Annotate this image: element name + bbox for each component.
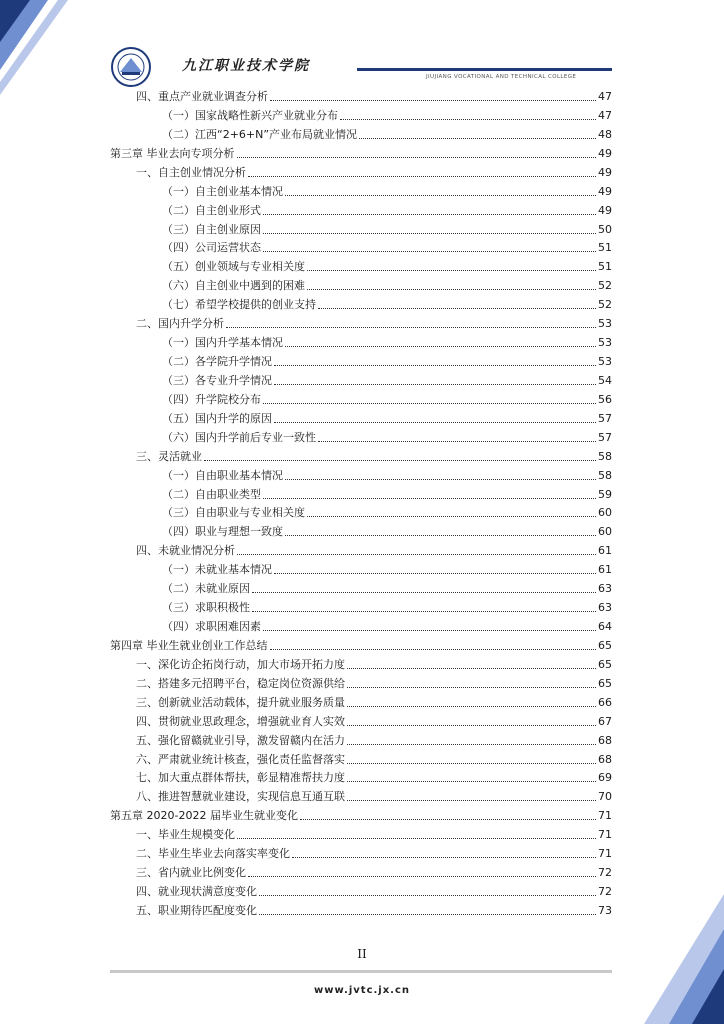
toc-entry-title: （二）自由职业类型: [162, 488, 261, 501]
toc-entry-title: （一）国内升学基本情况: [162, 336, 283, 349]
toc-leader-dots: [252, 611, 596, 612]
toc-leader-dots: [359, 138, 596, 139]
toc-entry[interactable]: [136, 827, 612, 843]
toc-entry[interactable]: [162, 203, 612, 219]
toc-leader-dots: [340, 119, 596, 120]
toc-entry-page: 48: [598, 128, 612, 141]
toc-leader-dots: [347, 687, 596, 688]
toc-leader-dots: [274, 365, 596, 366]
toc-entry[interactable]: [136, 165, 612, 181]
toc-entry[interactable]: [162, 581, 612, 597]
toc-entry-page: 60: [598, 506, 612, 519]
toc-leader-dots: [226, 327, 596, 328]
toc-entry[interactable]: [136, 846, 612, 862]
toc-entry[interactable]: [162, 468, 612, 484]
toc-leader-dots: [248, 876, 596, 877]
toc-entry[interactable]: [136, 695, 612, 711]
toc-entry-page: 58: [598, 450, 612, 463]
toc-leader-dots: [274, 422, 596, 423]
toc-entry[interactable]: [162, 240, 612, 256]
toc-leader-dots: [252, 592, 596, 593]
toc-entry-title: （二）未就业原因: [162, 582, 250, 595]
toc-entry[interactable]: [136, 733, 612, 749]
toc-leader-dots: [204, 460, 596, 461]
toc-leader-dots: [347, 763, 596, 764]
toc-entry-title: 六、严肃就业统计核查，强化责任监督落实: [136, 753, 345, 766]
toc-entry-page: 61: [598, 544, 612, 557]
toc-entry-title: 一、深化访企拓岗行动，加大市场开拓力度: [136, 658, 345, 671]
toc-entry-title: 四、就业现状满意度变化: [136, 885, 257, 898]
toc-leader-dots: [318, 308, 596, 309]
toc-entry-page: 49: [598, 147, 612, 160]
toc-entry-page: 71: [598, 847, 612, 860]
toc-leader-dots: [237, 157, 597, 158]
toc-entry-page: 65: [598, 677, 612, 690]
toc-entry-page: 69: [598, 771, 612, 784]
toc-entry[interactable]: [136, 770, 612, 786]
toc-entry-page: 72: [598, 866, 612, 879]
toc-entry-title: 第五章 2020-2022 届毕业生就业变化: [110, 809, 298, 822]
college-seal-logo: [110, 46, 152, 88]
toc-entry-page: 61: [598, 563, 612, 576]
toc-entry-page: 51: [598, 260, 612, 273]
toc-leader-dots: [237, 554, 596, 555]
toc-entry-title: （二）各学院升学情况: [162, 355, 272, 368]
toc-leader-dots: [274, 573, 596, 574]
school-name: 九江职业技术学院: [182, 58, 310, 74]
toc-entry[interactable]: [136, 449, 612, 465]
toc-entry[interactable]: [162, 127, 612, 143]
toc-entry[interactable]: [162, 392, 612, 408]
toc-leader-dots: [307, 516, 596, 517]
toc-entry-page: 65: [598, 658, 612, 671]
toc-entry-title: （三）自主创业原因: [162, 223, 261, 236]
toc-entry-title: （四）求职困难因素: [162, 620, 261, 633]
toc-entry[interactable]: [162, 297, 612, 313]
toc-leader-dots: [347, 744, 596, 745]
toc-entry[interactable]: [136, 89, 612, 105]
toc-leader-dots: [347, 668, 596, 669]
toc-leader-dots: [285, 535, 596, 536]
toc-entry-page: 52: [598, 279, 612, 292]
toc-entry-page: 49: [598, 166, 612, 179]
toc-entry-title: （三）各专业升学情况: [162, 374, 272, 387]
toc-entry-page: 51: [598, 241, 612, 254]
toc-leader-dots: [270, 649, 597, 650]
toc-entry[interactable]: [136, 714, 612, 730]
toc-entry[interactable]: [162, 524, 612, 540]
toc-entry-page: 68: [598, 734, 612, 747]
toc-leader-dots: [263, 498, 596, 499]
toc-entry-title: 二、毕业生毕业去向落实率变化: [136, 847, 290, 860]
toc-leader-dots: [259, 914, 596, 915]
toc-entry[interactable]: [162, 430, 612, 446]
top-left-decoration: [0, 0, 110, 110]
toc-entry-page: 52: [598, 298, 612, 311]
toc-entry-page: 66: [598, 696, 612, 709]
toc-entry[interactable]: [162, 222, 612, 238]
toc-entry-page: 58: [598, 469, 612, 482]
toc-entry[interactable]: [136, 884, 612, 900]
toc-entry-title: （一）自由职业基本情况: [162, 469, 283, 482]
toc-entry[interactable]: [162, 411, 612, 427]
toc-entry[interactable]: [162, 354, 612, 370]
toc-entry-page: 47: [598, 90, 612, 103]
toc-entry-page: 71: [598, 828, 612, 841]
toc-entry-page: 64: [598, 620, 612, 633]
toc-entry-title: （四）公司运营状态: [162, 241, 261, 254]
toc-entry-title: 四、未就业情况分析: [136, 544, 235, 557]
toc-entry[interactable]: [136, 752, 612, 768]
toc-entry-page: 49: [598, 204, 612, 217]
toc-entry[interactable]: [110, 146, 612, 162]
toc-leader-dots: [347, 725, 596, 726]
toc-entry[interactable]: [162, 184, 612, 200]
toc-entry-page: 57: [598, 431, 612, 444]
toc-entry-page: 71: [598, 809, 612, 822]
toc-leader-dots: [274, 384, 596, 385]
toc-entry-title: 第四章 毕业生就业创业工作总结: [110, 639, 268, 652]
toc-leader-dots: [347, 706, 596, 707]
header-rule: [357, 68, 612, 71]
toc-entry-page: 56: [598, 393, 612, 406]
toc-entry[interactable]: [162, 259, 612, 275]
toc-entry[interactable]: [162, 278, 612, 294]
toc-entry-page: 63: [598, 582, 612, 595]
toc-entry-page: 73: [598, 904, 612, 917]
toc-entry-title: 五、强化留赣就业引导，激发留赣内在活力: [136, 734, 345, 747]
toc-entry-title: 二、搭建多元招聘平台，稳定岗位资源供给: [136, 677, 345, 690]
toc-entry-title: （六）国内升学前后专业一致性: [162, 431, 316, 444]
toc-entry[interactable]: [136, 657, 612, 673]
toc-entry[interactable]: [162, 335, 612, 351]
website-url: www.jvtc.jx.cn: [313, 985, 411, 996]
toc-entry[interactable]: [162, 505, 612, 521]
toc-leader-dots: [347, 800, 596, 801]
toc-leader-dots: [263, 233, 596, 234]
toc-entry-title: （三）求职积极性: [162, 601, 250, 614]
toc-entry-title: （一）国家战略性新兴产业就业分布: [162, 109, 338, 122]
toc-leader-dots: [259, 895, 596, 896]
toc-leader-dots: [285, 346, 596, 347]
school-name-en: JIUJIANG VOCATIONAL AND TECHNICAL COLLEGE: [426, 74, 577, 80]
toc-entry-title: 一、毕业生规模变化: [136, 828, 235, 841]
toc-entry-page: 60: [598, 525, 612, 538]
toc-entry-page: 67: [598, 715, 612, 728]
toc-entry[interactable]: [162, 487, 612, 503]
toc-entry[interactable]: [110, 808, 612, 824]
toc-entry[interactable]: [136, 903, 612, 919]
toc-leader-dots: [270, 100, 596, 101]
toc-leader-dots: [300, 819, 596, 820]
toc-leader-dots: [307, 289, 596, 290]
toc-entry-title: （二）江西“2+6+N”产业布局就业情况: [162, 128, 358, 141]
toc-leader-dots: [263, 403, 596, 404]
toc-entry[interactable]: [162, 373, 612, 389]
toc-entry[interactable]: [162, 600, 612, 616]
toc-entry[interactable]: [136, 316, 612, 332]
toc-leader-dots: [285, 479, 596, 480]
toc-leader-dots: [347, 781, 596, 782]
toc-entry[interactable]: [136, 865, 612, 881]
toc-entry-title: （一）未就业基本情况: [162, 563, 272, 576]
toc-entry-title: （六）自主创业中遇到的困难: [162, 279, 305, 292]
toc-entry-page: 70: [598, 790, 612, 803]
toc-leader-dots: [285, 195, 596, 196]
toc-entry[interactable]: [162, 619, 612, 635]
toc-entry-page: 53: [598, 336, 612, 349]
toc-entry[interactable]: [136, 676, 612, 692]
toc-entry[interactable]: [136, 543, 612, 559]
toc-entry-page: 59: [598, 488, 612, 501]
toc-entry[interactable]: [162, 108, 612, 124]
toc-leader-dots: [263, 214, 596, 215]
footer-rule: [110, 970, 612, 973]
toc-entry-title: （四）职业与理想一致度: [162, 525, 283, 538]
toc-entry-title: 三、省内就业比例变化: [136, 866, 246, 879]
toc-entry-page: 49: [598, 185, 612, 198]
toc-entry-title: 一、自主创业情况分析: [136, 166, 246, 179]
toc-entry-page: 50: [598, 223, 612, 236]
toc-entry-title: （二）自主创业形式: [162, 204, 261, 217]
toc-entry[interactable]: [110, 638, 612, 654]
toc-entry-page: 54: [598, 374, 612, 387]
toc-leader-dots: [318, 441, 596, 442]
toc-entry-page: 68: [598, 753, 612, 766]
toc-entry-title: 五、职业期待匹配度变化: [136, 904, 257, 917]
toc-entry-title: （一）自主创业基本情况: [162, 185, 283, 198]
toc-entry-title: 四、重点产业就业调查分析: [136, 90, 268, 103]
toc-entry-title: 七、加大重点群体帮扶，彰显精准帮扶力度: [136, 771, 345, 784]
toc-entry-page: 65: [598, 639, 612, 652]
toc-entry-title: （四）升学院校分布: [162, 393, 261, 406]
toc-leader-dots: [292, 857, 596, 858]
toc-entry-title: 三、灵活就业: [136, 450, 202, 463]
toc-entry[interactable]: [162, 562, 612, 578]
toc-entry[interactable]: [136, 789, 612, 805]
toc-entry-page: 47: [598, 109, 612, 122]
toc-leader-dots: [263, 251, 596, 252]
toc-entry-page: 63: [598, 601, 612, 614]
toc-entry-page: 57: [598, 412, 612, 425]
toc-entry-page: 53: [598, 355, 612, 368]
toc-entry-title: 四、贯彻就业思政理念，增强就业育人实效: [136, 715, 345, 728]
toc-leader-dots: [237, 838, 596, 839]
toc-leader-dots: [307, 270, 596, 271]
toc-entry-title: 二、国内升学分析: [136, 317, 224, 330]
toc-leader-dots: [248, 176, 596, 177]
toc-entry-title: （五）国内升学的原因: [162, 412, 272, 425]
page-number: II: [357, 947, 367, 961]
toc-entry-title: 八、推进智慧就业建设，实现信息互通互联: [136, 790, 345, 803]
toc-entry-page: 72: [598, 885, 612, 898]
toc-entry-page: 53: [598, 317, 612, 330]
toc-entry-title: （五）创业领域与专业相关度: [162, 260, 305, 273]
toc-entry-title: 三、创新就业活动载体，提升就业服务质量: [136, 696, 345, 709]
toc-leader-dots: [263, 630, 596, 631]
toc-entry-title: （七）希望学校提供的创业支持: [162, 298, 316, 311]
toc-entry-title: （三）自由职业与专业相关度: [162, 506, 305, 519]
toc-entry-title: 第三章 毕业去向专项分析: [110, 147, 235, 160]
